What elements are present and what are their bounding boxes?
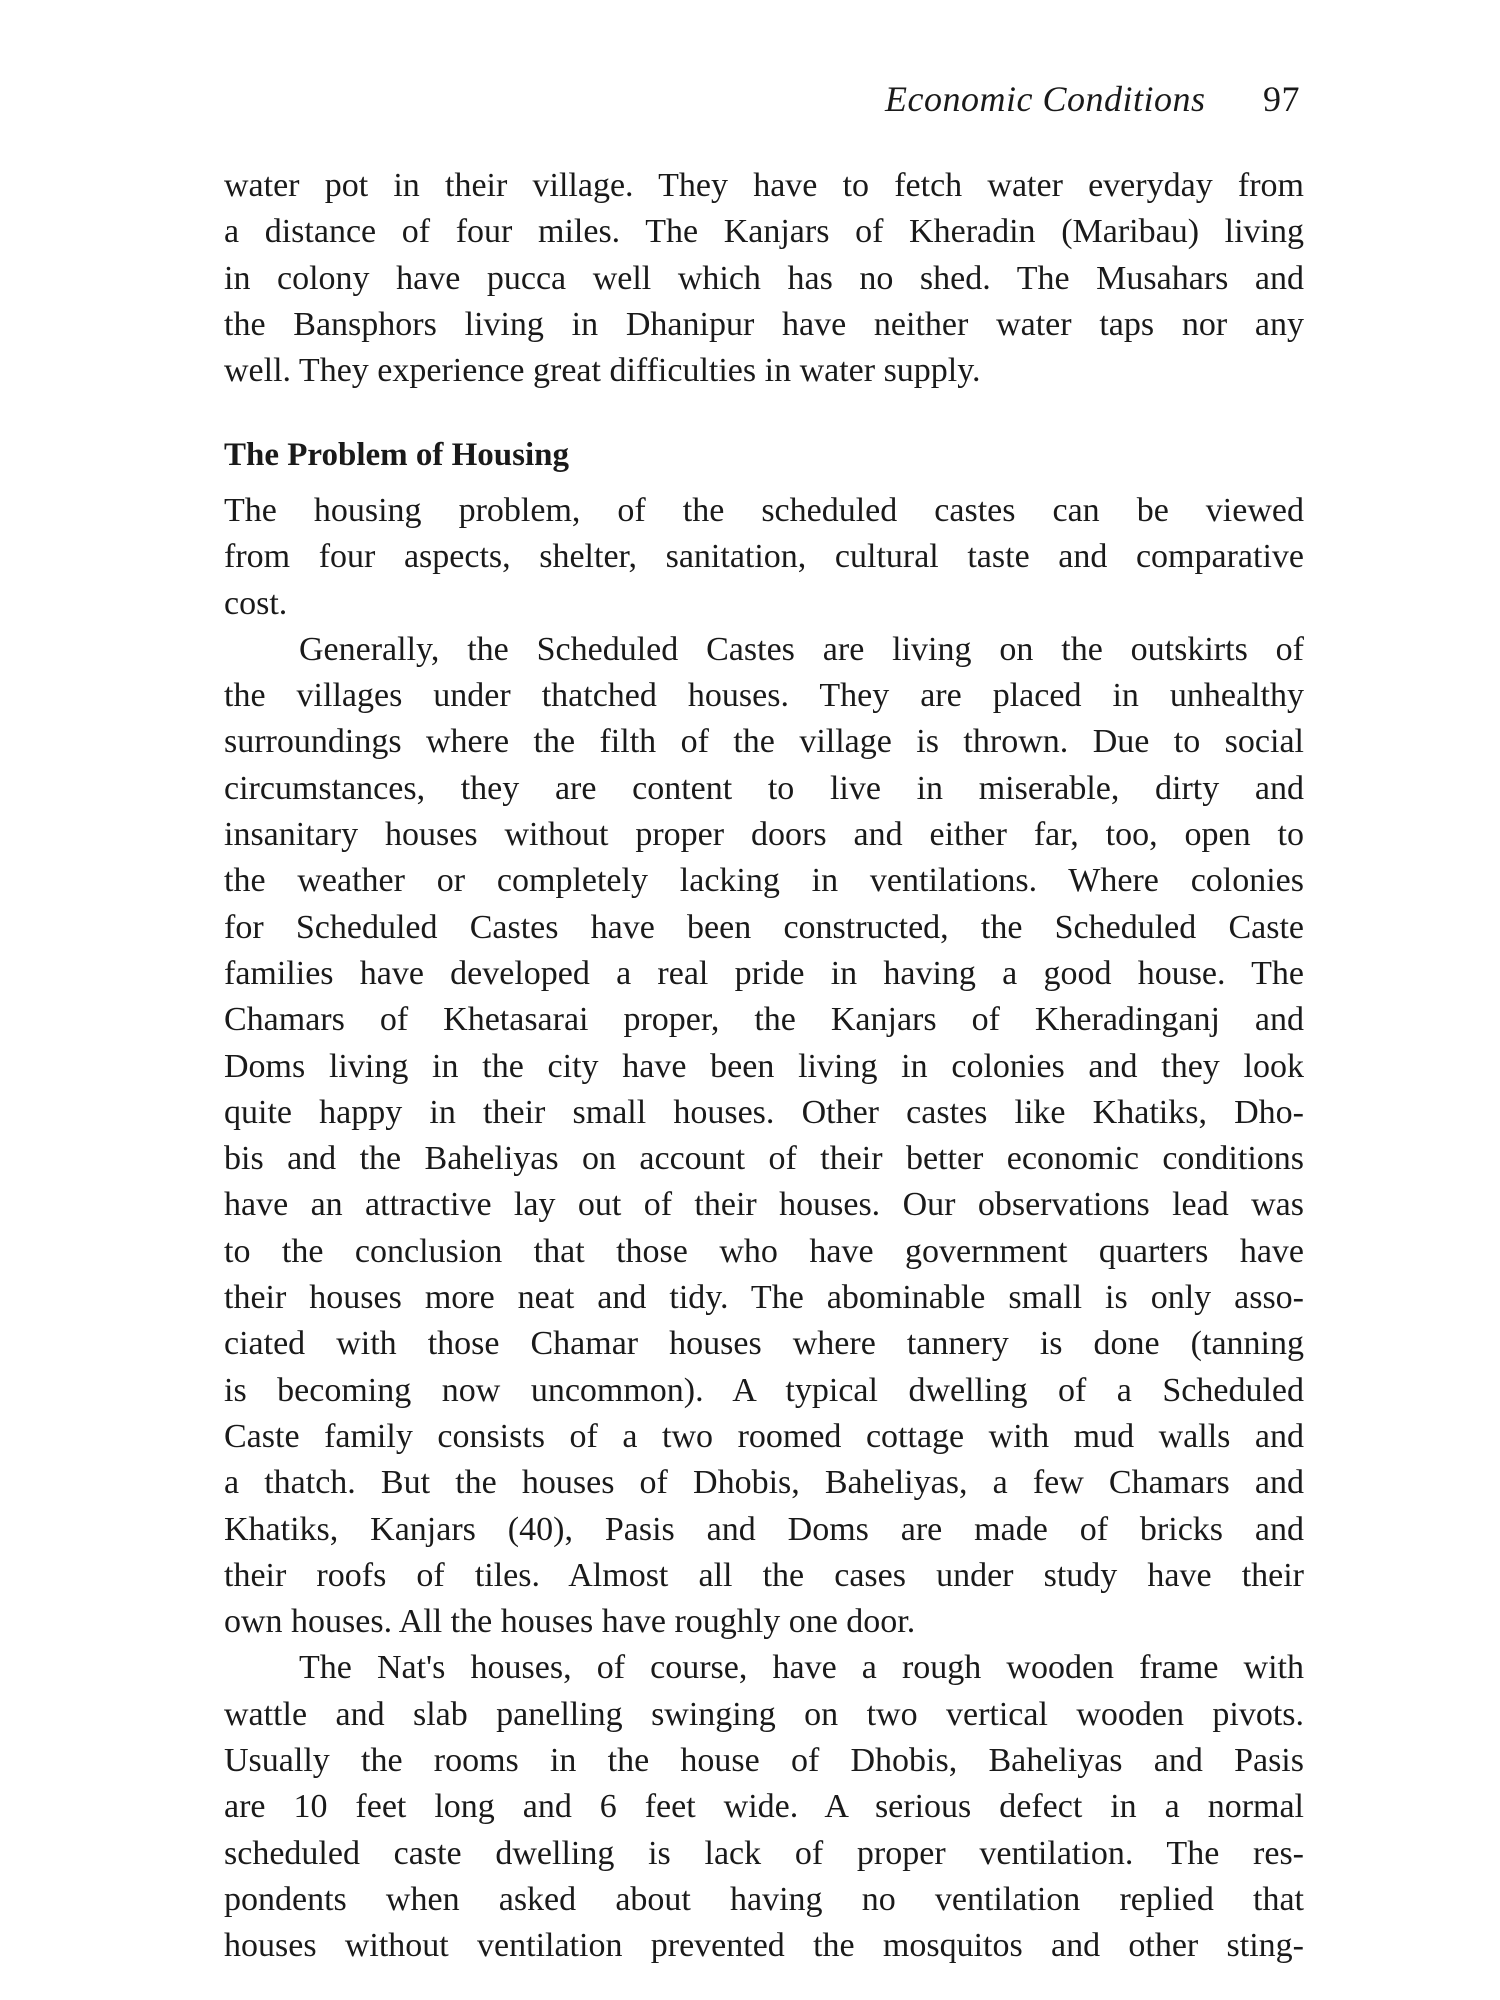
text-line: Caste family consists of a two roomed cottage with mud walls and (224, 1417, 1304, 1455)
text-line: in colony have pucca well which has no shed. The Musahars and (224, 259, 1304, 297)
text-line: Generally, the Scheduled Castes are living on the outskirts of (299, 630, 1304, 668)
text-line: Doms living in the city have been living in colonies and they look (224, 1047, 1304, 1085)
text-line: are 10 feet long and 6 feet wide. A serious defect in a normal (224, 1788, 1304, 1826)
text-line: ciated with those Chamar houses where tannery is done (tanning (224, 1325, 1304, 1363)
text-line: surroundings where the filth of the village is thrown. Due to social (224, 723, 1304, 761)
text-line: have an attractive lay out of their houses. Our observations lead was (224, 1186, 1304, 1224)
text-line: their roofs of tiles. Almost all the cases under study have their (224, 1556, 1304, 1594)
text-line: the villages under thatched houses. They are placed in unhealthy (224, 677, 1304, 715)
text-line: houses without ventilation prevented the mosquitos and other sting- (224, 1927, 1304, 1965)
section-heading: The Problem of Housing (224, 437, 570, 473)
text-line: Khatiks, Kanjars (40), Pasis and Doms are made of bricks and (224, 1510, 1304, 1548)
text-line: circumstances, they are content to live in miserable, dirty and (224, 769, 1304, 807)
text-line: a distance of four miles. The Kanjars of Kheradin (Maribau) living (224, 213, 1304, 251)
text-line: a thatch. But the houses of Dhobis, Baheliyas, a few Chamars and (224, 1464, 1304, 1502)
text-line: cost. (224, 584, 288, 622)
running-header (885, 78, 1300, 120)
text-line: their houses more neat and tidy. The abominable small is only asso- (224, 1279, 1304, 1317)
text-line: own houses. All the houses have roughly one door. (224, 1603, 916, 1641)
text-line: The Nat's houses, of course, have a rough wooden frame with (299, 1649, 1304, 1687)
text-line: from four aspects, shelter, sanitation, cultural taste and comparative (224, 538, 1304, 576)
text-line: is becoming now uncommon). A typical dwelling of a Scheduled (224, 1371, 1304, 1409)
text-line: pondents when asked about having no ventilation replied that (224, 1880, 1304, 1918)
text-line: the weather or completely lacking in ventilations. Where colonies (224, 862, 1304, 900)
text-line: to the conclusion that those who have government quarters have (224, 1232, 1304, 1270)
running-header-title: Economic Conditions (885, 79, 1206, 119)
text-line: wattle and slab panelling swinging on two vertical wooden pivots. (224, 1695, 1304, 1733)
text-line: quite happy in their small houses. Other castes like Khatiks, Dho- (224, 1093, 1304, 1131)
section-body (224, 488, 1304, 1970)
text-line: bis and the Baheliyas on account of their better economic conditions (224, 1140, 1304, 1178)
page-number: 97 (1263, 79, 1300, 119)
text-line: The housing problem, of the scheduled castes can be viewed (224, 492, 1304, 529)
text-line: for Scheduled Castes have been constructed, the Scheduled Caste (224, 908, 1304, 946)
text-line: families have developed a real pride in having a good house. The (224, 954, 1304, 992)
text-line: scheduled caste dwelling is lack of proper ventilation. The res- (224, 1834, 1304, 1872)
text-line: Chamars of Khetasarai proper, the Kanjars of Kheradinganj and (224, 1001, 1304, 1039)
text-line: insanitary houses without proper doors and either far, too, open to (224, 816, 1304, 854)
text-line: water pot in their village. They have to fetch water everyday from (224, 167, 1304, 204)
text-line: the Bansphors living in Dhanipur have neither water taps nor any (224, 305, 1304, 343)
text-line: well. They experience great difficulties in water supply. (224, 352, 981, 390)
text-line: Usually the rooms in the house of Dhobis, Baheliyas and Pasis (224, 1742, 1304, 1780)
opening-paragraph (224, 163, 1304, 394)
